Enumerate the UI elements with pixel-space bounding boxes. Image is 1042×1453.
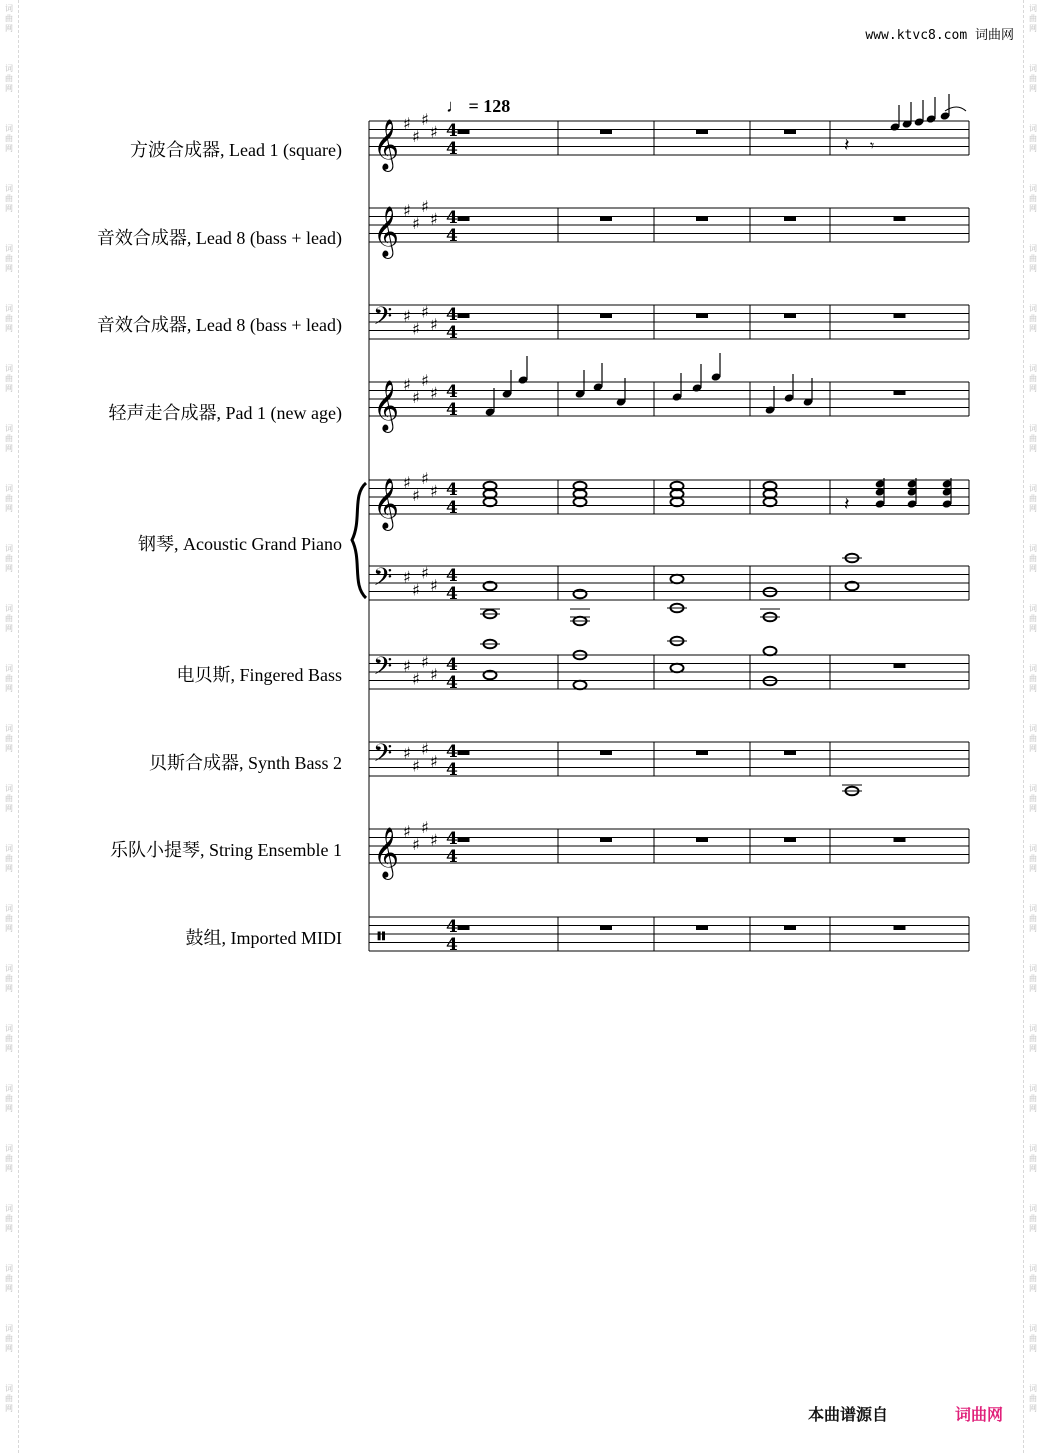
- watermark-item: 词 曲 网: [1029, 484, 1037, 513]
- watermark-item: 词 曲 网: [1029, 904, 1037, 933]
- instrument-label-lead8-treble: 音效合成器, Lead 8 (bass + lead): [96, 228, 342, 248]
- whole-rest: [458, 217, 470, 222]
- sharp-icon: ♯: [412, 485, 420, 505]
- bass-clef-icon: 𝄢: [373, 563, 393, 598]
- watermark-item: 词 曲 网: [5, 964, 13, 993]
- whole-rest: [600, 314, 612, 319]
- sharp-icon: ♯: [403, 306, 411, 326]
- whole-rest: [696, 926, 708, 931]
- whole-rest: [696, 751, 708, 756]
- watermark-item: 词 曲 网: [1029, 1084, 1037, 1113]
- time-signature-top: 4: [446, 382, 458, 402]
- whole-rest: [458, 130, 470, 135]
- whole-note: [764, 647, 777, 656]
- treble-clef-icon: 𝄞: [373, 827, 400, 878]
- time-signature-bottom: 4: [446, 498, 458, 518]
- sharp-icon: ♯: [403, 567, 411, 587]
- time-signature-bottom: 4: [446, 584, 458, 604]
- whole-note: [574, 590, 587, 599]
- watermark-item: 词 曲 网: [5, 1084, 13, 1113]
- time-signature-top: 4: [446, 655, 458, 675]
- time-signature-bottom: 4: [446, 226, 458, 246]
- watermark-item: 词 曲 网: [5, 244, 13, 273]
- treble-clef-icon: 𝄞: [373, 206, 400, 257]
- watermark-item: 词 曲 网: [1029, 724, 1037, 753]
- watermark-item: 词 曲 网: [5, 664, 13, 693]
- watermark-item: 词 曲 网: [1029, 784, 1037, 813]
- watermark-item: 词 曲 网: [1029, 1384, 1037, 1413]
- sharp-icon: ♯: [421, 109, 429, 129]
- instrument-label-pad1: 轻声走合成器, Pad 1 (new age): [108, 403, 342, 423]
- whole-rest: [458, 314, 470, 319]
- watermark-item: 词 曲 网: [5, 1324, 13, 1353]
- watermark-item: 词 曲 网: [1029, 1204, 1037, 1233]
- sharp-icon: ♯: [430, 665, 438, 684]
- sharp-icon: ♯: [412, 213, 420, 233]
- whole-rest: [894, 664, 906, 669]
- tie-arc: [945, 107, 966, 111]
- percussion-clef-icon: 𝄥: [378, 924, 385, 950]
- watermark-item: 词 曲 网: [1029, 424, 1037, 453]
- sharp-icon: ♯: [412, 834, 420, 854]
- sharp-icon: ♯: [430, 383, 438, 403]
- tempo-value: = 128: [468, 96, 511, 116]
- watermark-item: 词 曲 网: [5, 904, 13, 933]
- watermark-item: 词 曲 网: [1029, 124, 1037, 153]
- watermark-item: 词 曲 网: [1029, 1144, 1037, 1173]
- instrument-label-drums: 鼓组, Imported MIDI: [185, 928, 342, 948]
- whole-rest: [784, 130, 796, 135]
- whole-rest: [696, 217, 708, 222]
- whole-rest: [600, 751, 612, 756]
- bass-clef-icon: 𝄢: [373, 739, 393, 774]
- bass-clef-icon: 𝄢: [373, 302, 393, 337]
- whole-rest: [600, 926, 612, 931]
- watermark-item: 词 曲 网: [1029, 1324, 1037, 1353]
- staff-group: [369, 121, 969, 951]
- sharp-icon: ♯: [403, 375, 411, 394]
- sharp-icon: ♯: [412, 126, 420, 146]
- sharp-icon: ♯: [403, 656, 411, 676]
- whole-rest: [458, 926, 470, 931]
- watermark-item: 词 曲 网: [1029, 364, 1037, 393]
- watermark-item: 词 曲 网: [1029, 244, 1037, 273]
- watermark-item: 词 曲 网: [5, 484, 13, 513]
- whole-rest: [894, 217, 906, 222]
- time-signature-bottom: 4: [446, 139, 458, 159]
- watermark-item: 词 曲 网: [1029, 844, 1037, 873]
- quarter-rest-icon: 𝄽: [844, 494, 850, 515]
- watermark-item: 词 曲 网: [5, 304, 13, 333]
- watermark-item: 词 曲 网: [1029, 304, 1037, 333]
- whole-rest: [600, 838, 612, 843]
- whole-rest: [894, 926, 906, 931]
- treble-clef-icon: 𝄞: [373, 119, 400, 170]
- sharp-icon: ♯: [412, 669, 420, 689]
- watermark-item: 词 曲 网: [5, 424, 13, 453]
- watermark-item: 词 曲 网: [5, 4, 13, 33]
- watermark-item: 词 曲 网: [5, 64, 13, 93]
- sharp-icon: ♯: [430, 830, 438, 850]
- watermark-item: 词 曲 网: [5, 1144, 13, 1173]
- sharp-icon: ♯: [421, 563, 429, 583]
- sharp-icon: ♯: [430, 122, 438, 142]
- instrument-label-lead1: 方波合成器, Lead 1 (square): [130, 140, 342, 160]
- instrument-label-piano: 钢琴, Acoustic Grand Piano: [138, 534, 342, 554]
- sharp-icon: ♯: [403, 114, 411, 133]
- whole-rest: [784, 751, 796, 756]
- sharp-icon: ♯: [430, 481, 438, 501]
- tempo-note-icon: ♩: [446, 96, 464, 116]
- time-signature-top: 4: [446, 917, 458, 937]
- time-signature-top: 4: [446, 305, 458, 325]
- treble-clef-icon: 𝄞: [373, 478, 400, 529]
- watermark-item: 词 曲 网: [5, 1024, 13, 1053]
- watermark-item: 词 曲 网: [1029, 544, 1037, 573]
- sharp-icon: ♯: [421, 739, 429, 759]
- whole-rest: [784, 838, 796, 843]
- quarter-rest-icon: 𝄽: [844, 135, 850, 156]
- time-signature-top: 4: [446, 208, 458, 228]
- watermark-item: 词 曲 网: [5, 724, 13, 753]
- watermark-item: 词 曲 网: [1029, 64, 1037, 93]
- bass-clef-icon: 𝄢: [373, 652, 393, 687]
- instrument-label-synth-bass: 贝斯合成器, Synth Bass 2: [148, 753, 342, 773]
- sharp-icon: ♯: [403, 743, 411, 763]
- watermark-item: 词 曲 网: [5, 124, 13, 153]
- whole-rest: [784, 926, 796, 931]
- time-signature-bottom: 4: [446, 323, 458, 343]
- time-signature-top: 4: [446, 480, 458, 500]
- time-signature-top: 4: [446, 566, 458, 586]
- whole-note: [574, 681, 587, 690]
- whole-rest: [600, 217, 612, 222]
- site-name: 词曲网: [974, 28, 1014, 43]
- watermark-item: 词 曲 网: [1029, 184, 1037, 213]
- watermark-item: 词 曲 网: [5, 1264, 13, 1293]
- whole-rest: [894, 314, 906, 319]
- site-url-text: www.ktvc8.com: [865, 28, 968, 43]
- watermark-item: 词 曲 网: [5, 1204, 13, 1233]
- watermark-item: 词 曲 网: [5, 604, 13, 633]
- whole-rest: [600, 130, 612, 135]
- watermark-item: 词 曲 网: [5, 364, 13, 393]
- sharp-icon: ♯: [421, 652, 429, 672]
- time-signature-bottom: 4: [446, 400, 458, 420]
- sharp-icon: ♯: [403, 822, 411, 841]
- whole-rest: [894, 838, 906, 843]
- time-signature-bottom: 4: [446, 673, 458, 693]
- footer-brand[interactable]: 词曲网: [955, 1405, 1004, 1424]
- watermark-item: 词 曲 网: [1029, 4, 1037, 33]
- time-signature-top: 4: [446, 121, 458, 141]
- sharp-icon: ♯: [421, 370, 429, 390]
- instrument-label-lead8-bass: 音效合成器, Lead 8 (bass + lead): [96, 315, 342, 335]
- notes-group: [373, 94, 966, 955]
- sharp-icon: ♯: [421, 817, 429, 837]
- whole-note: [671, 575, 684, 584]
- sharp-icon: ♯: [421, 302, 429, 322]
- sharp-icon: ♯: [412, 756, 420, 776]
- whole-rest: [784, 314, 796, 319]
- sharp-icon: ♯: [430, 752, 438, 771]
- sharp-icon: ♯: [421, 468, 429, 488]
- time-signature-top: 4: [446, 742, 458, 762]
- time-signature-bottom: 4: [446, 760, 458, 780]
- grand-staff-brace: [352, 483, 366, 598]
- sharp-icon: ♯: [430, 576, 438, 595]
- whole-rest: [458, 751, 470, 756]
- time-signature-bottom: 4: [446, 935, 458, 955]
- watermark-item: 词 曲 网: [5, 784, 13, 813]
- sharp-icon: ♯: [430, 315, 438, 334]
- watermark-item: 词 曲 网: [1029, 1024, 1037, 1053]
- sharp-icon: ♯: [403, 201, 411, 220]
- watermark-item: 词 曲 网: [5, 544, 13, 573]
- watermark-item: 词 曲 网: [1029, 664, 1037, 693]
- watermark-item: 词 曲 网: [5, 1384, 13, 1413]
- whole-rest: [784, 217, 796, 222]
- whole-note: [671, 664, 684, 673]
- whole-rest: [458, 838, 470, 843]
- sharp-icon: ♯: [412, 580, 420, 600]
- eighth-rest-icon: 𝄾: [870, 136, 875, 155]
- watermark-item: 词 曲 网: [5, 184, 13, 213]
- whole-rest: [894, 391, 906, 396]
- sharp-icon: ♯: [403, 473, 411, 492]
- sharp-icon: ♯: [412, 387, 420, 407]
- instrument-label-fingered-bass: 电贝斯, Fingered Bass: [176, 665, 342, 685]
- sharp-icon: ♯: [430, 209, 438, 229]
- watermark-item: 词 曲 网: [1029, 604, 1037, 633]
- watermark-item: 词 曲 网: [5, 844, 13, 873]
- whole-rest: [696, 130, 708, 135]
- whole-rest: [696, 838, 708, 843]
- treble-clef-icon: 𝄞: [373, 380, 400, 431]
- watermark-item: 词 曲 网: [1029, 1264, 1037, 1293]
- footer-source-text: 本曲谱源自: [808, 1405, 889, 1424]
- instrument-label-strings: 乐队小提琴, String Ensemble 1: [110, 840, 342, 860]
- time-signature-bottom: 4: [446, 847, 458, 867]
- whole-rest: [696, 314, 708, 319]
- sharp-icon: ♯: [412, 319, 420, 339]
- time-signature-top: 4: [446, 829, 458, 849]
- sharp-icon: ♯: [421, 196, 429, 216]
- watermark-item: 词 曲 网: [1029, 964, 1037, 993]
